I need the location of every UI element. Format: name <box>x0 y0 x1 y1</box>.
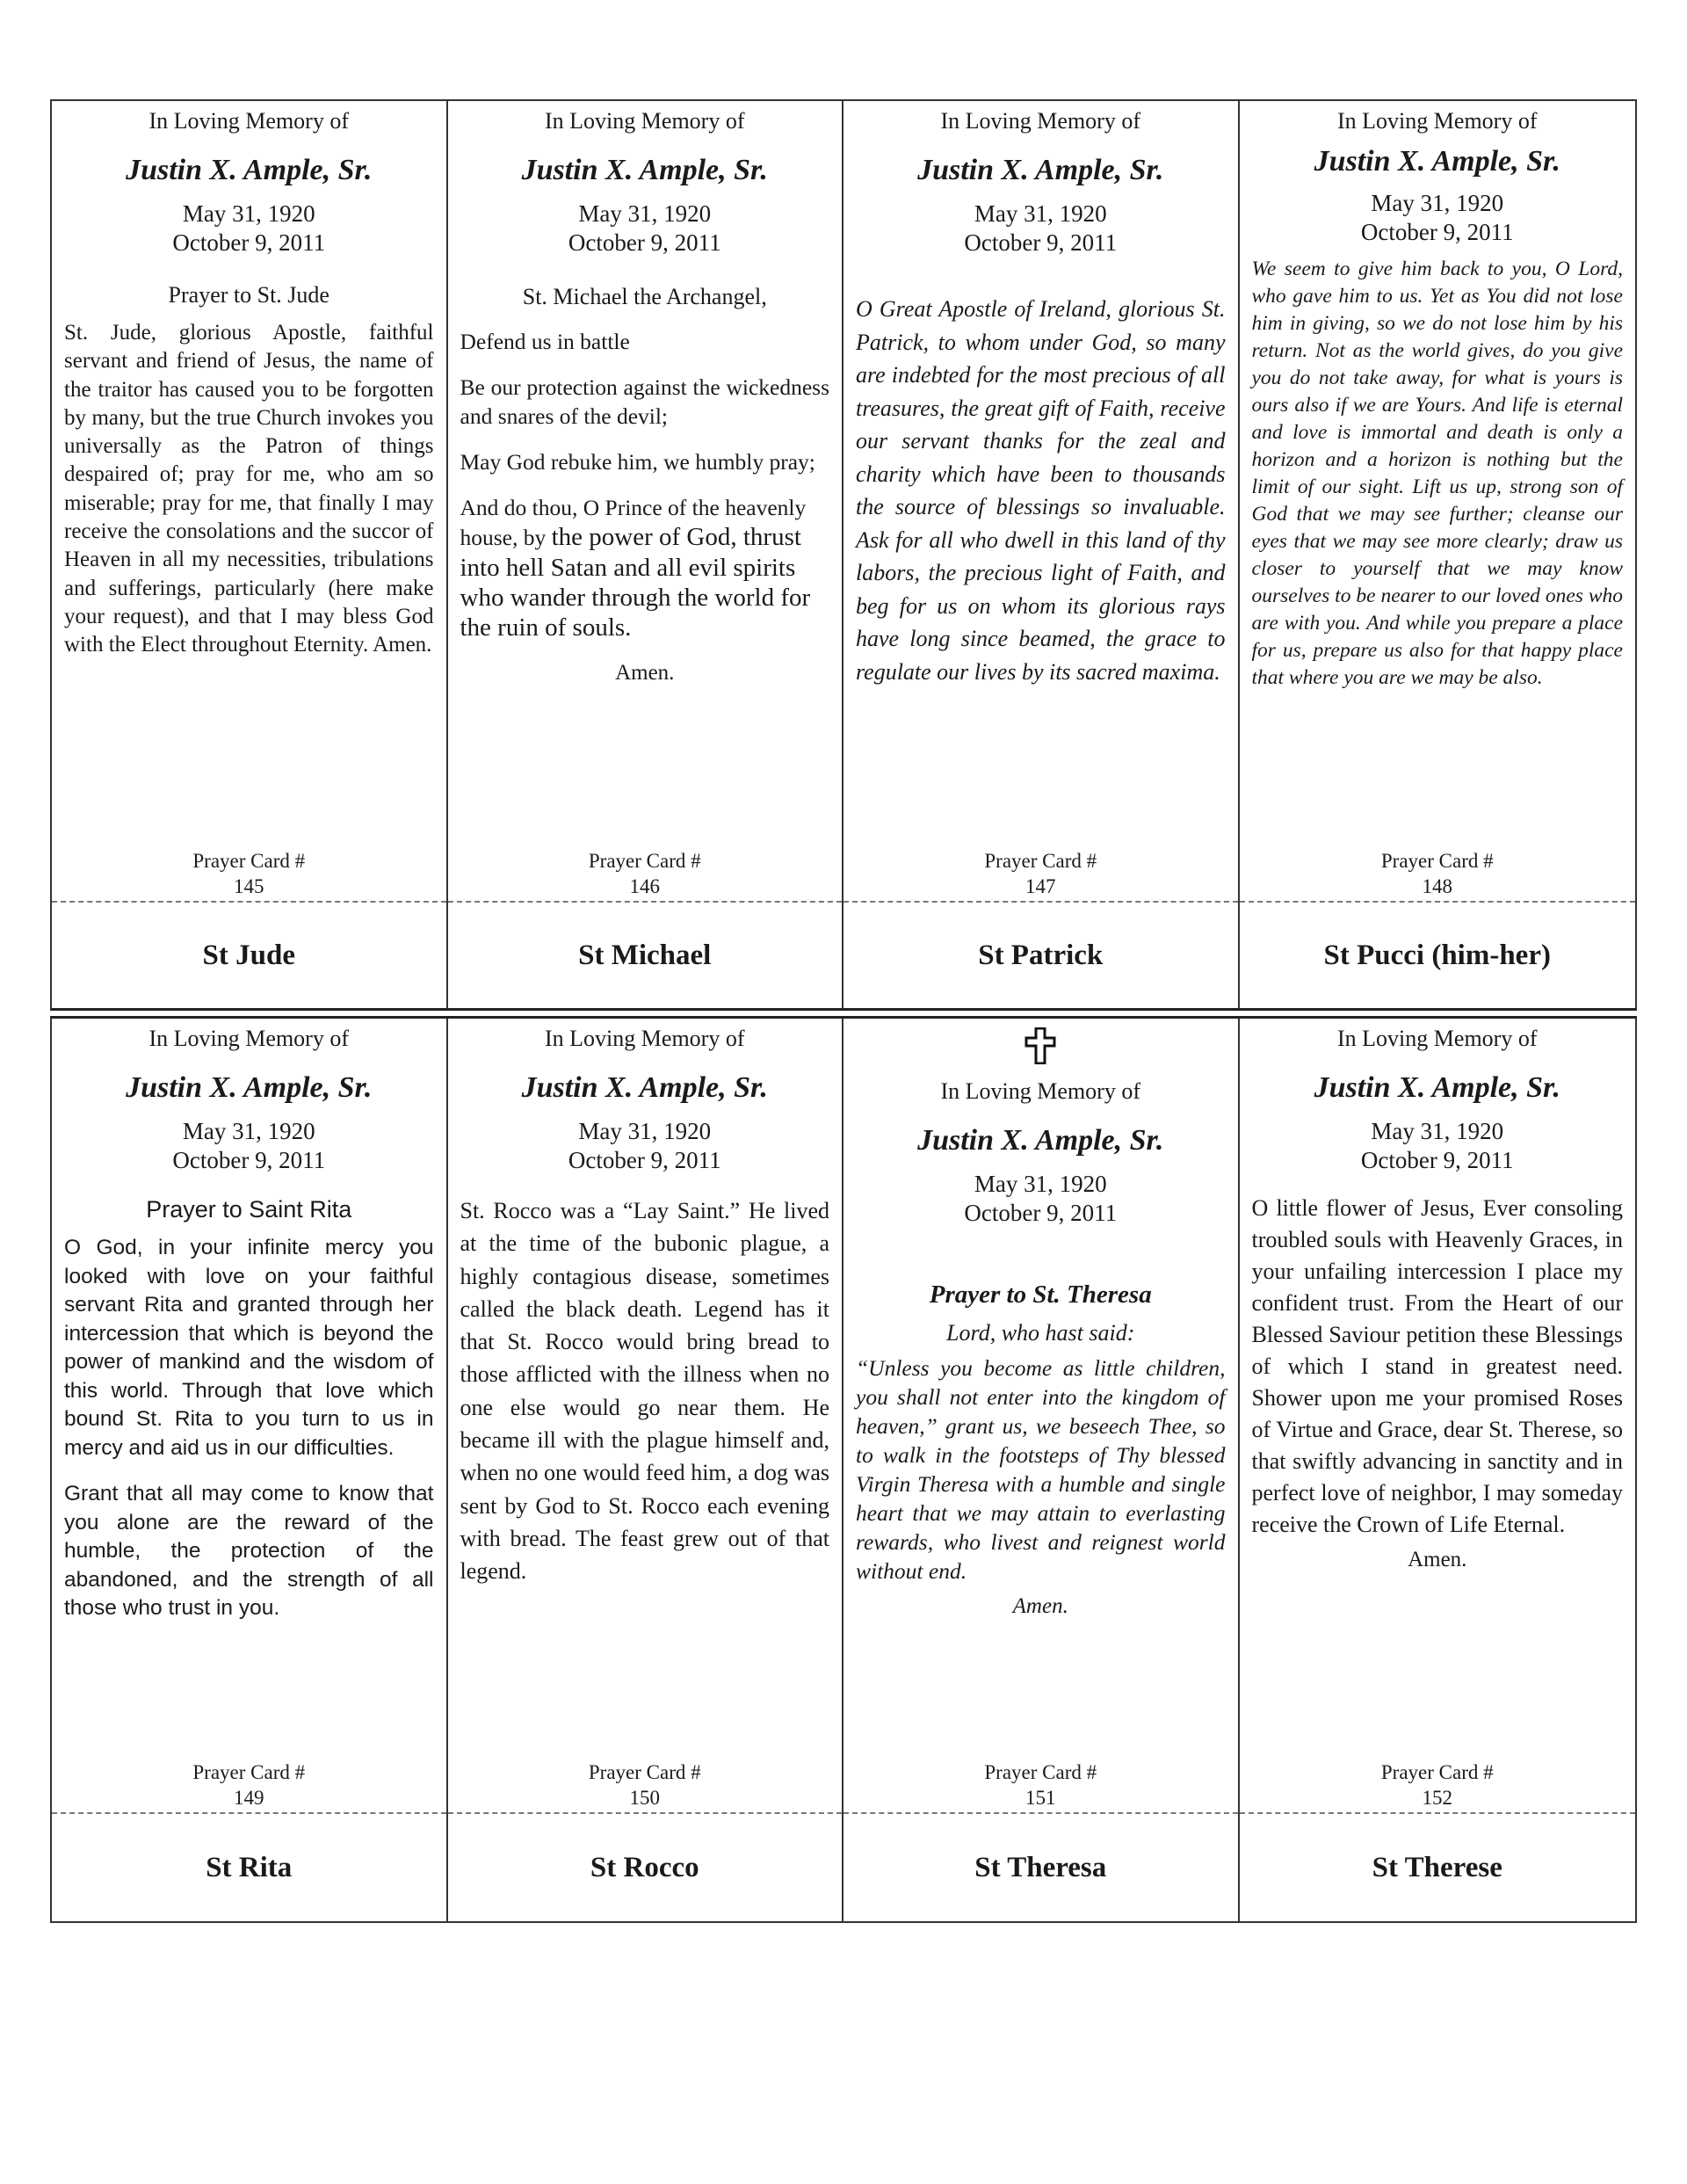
death-date: October 9, 2011 <box>172 1147 326 1173</box>
prayer-card-st-michael[interactable] <box>448 101 844 1008</box>
memory-heading: In Loving Memory of <box>1337 1026 1538 1051</box>
birth-date: May 31, 1920 <box>578 1118 712 1144</box>
card-saint-label: St Rita <box>206 1851 293 1883</box>
memory-heading: In Loving Memory of <box>940 1078 1140 1104</box>
memory-heading: In Loving Memory of <box>545 1026 745 1051</box>
card-face <box>844 101 1238 903</box>
card-number <box>448 848 843 899</box>
birth-date: May 31, 1920 <box>1371 190 1504 216</box>
prayer-emphasis: the power of God, thrust into hell Satan and all evil spirits who wander through the world for the ruin of souls. <box>460 523 811 642</box>
amen: Amen. <box>1408 1548 1467 1571</box>
prayer-card-st-patrick[interactable] <box>844 101 1240 1008</box>
birth-date: May 31, 1920 <box>974 1171 1107 1197</box>
deceased-name: Justin X. Ample, Sr. <box>521 154 768 186</box>
prayer-paragraph: “Unless you become as little children, you shall not enter into the kingdom of heaven,” grant us, we beseech Thee, so to walk in the footsteps of Thy blessed Virgin Theresa with a humble and single heart that we may attain to everlasting rewards, who livest and reignest world without end. <box>856 1355 1226 1584</box>
prayer-paragraph: St. Rocco was a “Lay Saint.” He lived at the time of the bubonic plague, a highly contagious disease, sometimes called the black death. Legend has it that St. Rocco would bring bread to those afflicted with the illness when no one else would go near them. He became ill with the plague himself and, when no one would feed him, a dog was sent by God to St. Rocco each evening with bread. The feast grew out of that legend. <box>460 1198 829 1585</box>
card-number <box>844 1760 1238 1810</box>
dates <box>856 200 1226 258</box>
card-saint-label: St Therese <box>1372 1851 1502 1883</box>
prayer-paragraph: O Great Apostle of Ireland, glorious St. Patrick, to whom under God, so many are indebted for the most precious of all treasures, the great gift of Faith, receive our servant thanks for the zeal and charity which have been to thousands the source of blessings so invaluable. Ask for all who dwell in this land of thy labors, the precious light of Faith, and beg for us on whom its glorious rays have long since beamed, the grace to regulate our lives by its sacred maxima. <box>856 296 1226 685</box>
dates <box>1252 1117 1624 1175</box>
death-date: October 9, 2011 <box>1360 219 1514 245</box>
prayer-body <box>64 319 434 660</box>
card-number-label: Prayer Card # <box>588 850 701 872</box>
prayer-title: Prayer to St. Jude <box>168 282 329 308</box>
deceased-name: Justin X. Ample, Sr. <box>1314 145 1560 178</box>
prayer-body <box>64 1234 434 1623</box>
card-face <box>844 1019 1238 1814</box>
dates <box>1252 189 1624 247</box>
card-number <box>1240 1760 1636 1810</box>
dates <box>856 1170 1226 1228</box>
card-number-label: Prayer Card # <box>1380 1761 1494 1783</box>
birth-date: May 31, 1920 <box>974 200 1107 227</box>
card-number <box>52 848 446 899</box>
memory-heading: In Loving Memory of <box>545 108 745 134</box>
prayer-card-st-pucci[interactable] <box>1240 101 1636 1008</box>
card-face <box>1240 1019 1636 1814</box>
memory-heading: In Loving Memory of <box>148 108 349 134</box>
card-number <box>1240 848 1636 899</box>
prayer-title: Prayer to St. Theresa <box>929 1281 1152 1309</box>
birth-date: May 31, 1920 <box>182 200 315 227</box>
prayer-intro: And do thou, O Prince of the heavenly house, by <box>460 495 807 551</box>
prayer-paragraph: May God rebuke him, we humbly pray; <box>460 448 815 475</box>
prayer-card-sheet <box>50 99 1637 1923</box>
prayer-card-st-rita[interactable] <box>52 1019 448 1921</box>
card-saint-label: St Michael <box>578 939 712 971</box>
card-row-top <box>50 99 1637 1011</box>
prayer-paragraph: Be our protection against the wickedness and snares of the devil; <box>460 374 829 429</box>
prayer-body <box>856 293 1226 688</box>
card-face <box>448 1019 843 1814</box>
dates <box>460 1117 830 1175</box>
prayer-invocation: Lord, who hast said: <box>946 1320 1135 1346</box>
prayer-paragraph: Defend us in battle <box>460 329 630 354</box>
card-number-value: 152 <box>1422 1787 1452 1809</box>
prayer-card-st-therese[interactable] <box>1240 1019 1636 1921</box>
card-number-value: 149 <box>234 1787 264 1809</box>
dates <box>460 200 830 258</box>
card-saint-label: St Pucci (him-her) <box>1323 939 1551 971</box>
card-number-value: 148 <box>1422 875 1452 897</box>
dates <box>64 200 434 258</box>
death-date: October 9, 2011 <box>1360 1147 1514 1173</box>
prayer-paragraph <box>460 494 830 642</box>
card-number-value: 150 <box>629 1787 660 1809</box>
prayer-body <box>460 328 830 643</box>
death-date: October 9, 2011 <box>964 1200 1118 1226</box>
card-saint-label: St Jude <box>202 939 295 971</box>
card-face <box>448 101 843 903</box>
death-date: October 9, 2011 <box>172 229 326 256</box>
deceased-name: Justin X. Ample, Sr. <box>126 154 373 186</box>
card-saint-label: St Rocco <box>590 1851 699 1883</box>
prayer-body <box>856 1353 1226 1585</box>
card-number-label: Prayer Card # <box>192 850 306 872</box>
prayer-card-st-theresa[interactable] <box>844 1019 1240 1921</box>
prayer-paragraph: Grant that all may come to know that you alone are the reward of the humble, the protection of the abandoned, and the strength of all those who trust in you. <box>64 1482 434 1620</box>
card-saint-label: St Patrick <box>978 939 1104 971</box>
birth-date: May 31, 1920 <box>182 1118 315 1144</box>
prayer-body <box>1252 1193 1624 1541</box>
card-number <box>448 1760 843 1810</box>
memory-heading: In Loving Memory of <box>148 1026 349 1051</box>
birth-date: May 31, 1920 <box>1371 1118 1504 1144</box>
card-number-value: 146 <box>629 875 660 897</box>
card-number <box>52 1760 446 1810</box>
deceased-name: Justin X. Ample, Sr. <box>917 154 1164 186</box>
card-number-value: 145 <box>234 875 264 897</box>
prayer-body <box>1252 256 1624 692</box>
card-number-value: 147 <box>1025 875 1056 897</box>
prayer-paragraph: We seem to give him back to you, O Lord, who gave him to us. Yet as You did not lose him in giving, so we do not lose him by his return. Not as the world gives, do you give you do not take away, for what is yours is ours also if we are Yours. And life is eternal and love is immortal and death is only a horizon and a horizon is nothing but the limit of our sight. Lift us up, strong son of God that we may see further; cleanse our eyes that we may see more clearly; draw us closer to yourself that we may know ourselves to be nearer to our loved ones who are with you. And while you prepare a place for us, prepare us also for that happy place that where you are we may be also. <box>1251 258 1623 689</box>
deceased-name: Justin X. Ample, Sr. <box>521 1071 768 1104</box>
card-number-label: Prayer Card # <box>984 850 1097 872</box>
prayer-paragraph: O God, in your infinite mercy you looked with love on your faithful servant Rita and granted through her intercession that which is beyond the power of mankind and the wisdom of this world. Through that love which bound St. Rita to you turn to us in mercy and aid us in our difficulties. <box>64 1236 434 1460</box>
card-face <box>52 1019 446 1814</box>
deceased-name: Justin X. Ample, Sr. <box>126 1071 373 1104</box>
card-saint-label: St Theresa <box>974 1851 1107 1883</box>
card-number-label: Prayer Card # <box>192 1761 306 1783</box>
amen: Amen. <box>615 660 675 685</box>
death-date: October 9, 2011 <box>964 229 1118 256</box>
deceased-name: Justin X. Ample, Sr. <box>917 1124 1164 1157</box>
prayer-card-st-jude[interactable] <box>52 101 448 1008</box>
prayer-body <box>460 1194 830 1588</box>
card-number-label: Prayer Card # <box>984 1761 1097 1783</box>
death-date: October 9, 2011 <box>568 229 721 256</box>
card-number-value: 151 <box>1025 1787 1056 1809</box>
memory-heading: In Loving Memory of <box>1337 108 1538 134</box>
card-number-label: Prayer Card # <box>588 1761 701 1783</box>
deceased-name: Justin X. Ample, Sr. <box>1314 1071 1560 1104</box>
card-number <box>844 848 1238 899</box>
death-date: October 9, 2011 <box>568 1147 721 1173</box>
prayer-paragraph: O little flower of Jesus, Ever consoling troubled souls with Heavenly Graces, in your unfailing intercession I place my confident trust. From the Heart of our Blessed Saviour petition these Blessings of which I stand in greatest need. Shower upon me your promised Roses of Virtue and Grace, dear St. Therese, so that swiftly advancing in sanctity and in perfect love of neighbor, I may someday receive the Crown of Life Eternal. <box>1251 1195 1623 1537</box>
prayer-title: Prayer to Saint Rita <box>146 1196 352 1223</box>
prayer-title: St. Michael the Archangel, <box>522 284 767 309</box>
dates <box>64 1117 434 1175</box>
card-face <box>1240 101 1636 903</box>
prayer-paragraph: St. Jude, glorious Apostle, faithful servant and friend of Jesus, the name of the traitor has caused you to be forgotten by many, but the true Church invokes you universally as the Patron of things despaired of; pray for me, who am so miserable; pray for me, that finally I may receive the consolations and the succor of Heaven in all my necessities, tribulations and sufferings, particularly (here make your request), and that I may bless God with the Elect throughout Eternity. Amen. <box>64 321 434 657</box>
card-row-bottom <box>50 1016 1637 1923</box>
cross-icon <box>1025 1027 1056 1064</box>
prayer-card-st-rocco[interactable] <box>448 1019 844 1921</box>
card-face <box>52 101 446 903</box>
memory-heading: In Loving Memory of <box>940 108 1140 134</box>
card-number-label: Prayer Card # <box>1380 850 1494 872</box>
birth-date: May 31, 1920 <box>578 200 712 227</box>
amen: Amen. <box>1012 1594 1068 1618</box>
